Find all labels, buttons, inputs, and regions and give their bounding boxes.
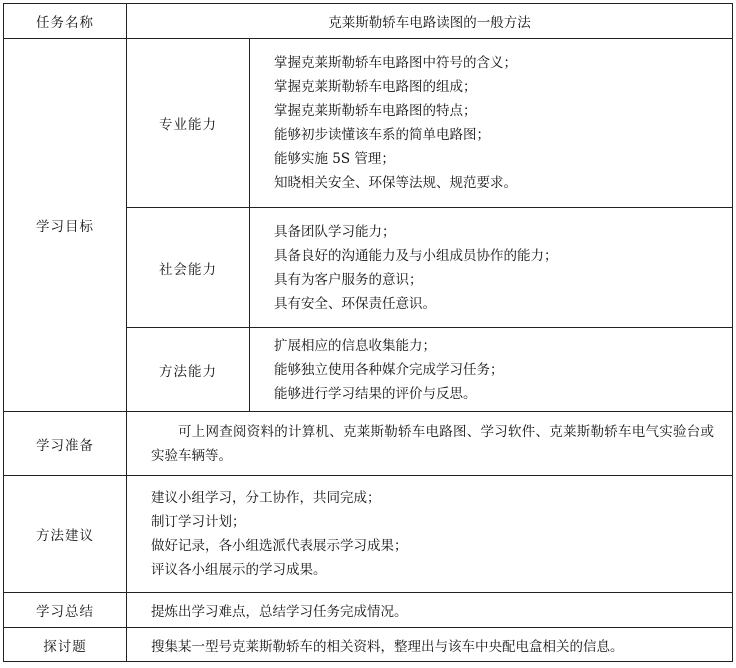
learning-task-table [3, 3, 733, 662]
list-item: 能够初步读懂该车系的简单电路图； [274, 127, 490, 143]
method-ability-list [250, 328, 733, 412]
list-item: 评议各小组展示的学习成果。 [151, 562, 327, 578]
discussion-text: 搜集某一型号克莱斯勒轿车的相关资料，整理出与该车中央配电盒相关的信息。 [127, 628, 733, 662]
task-name-value: 克莱斯勒轿车电路读图的一般方法 [127, 4, 733, 39]
task-name-row [4, 4, 733, 39]
summary-row [4, 593, 733, 628]
list-item: 知晓相关安全、环保等法规、规范要求。 [274, 175, 517, 191]
method-suggestion-label: 方法建议 [4, 476, 127, 593]
discussion-row [4, 628, 733, 662]
list-item: 能够独立使用各种媒介完成学习任务； [274, 361, 504, 378]
preparation-text: 可上网查阅资料的计算机、克莱斯勒轿车电路图、学习软件、克莱斯勒轿车电气实验台或实验车辆等。 [151, 423, 714, 464]
method-suggestion-row [4, 476, 733, 593]
social-ability-label: 社会能力 [127, 208, 250, 328]
summary-label: 学习总结 [4, 593, 127, 628]
method-suggestion-list [127, 476, 733, 593]
discussion-label: 探讨题 [4, 628, 127, 662]
list-item: 具有为客户服务的意识； [274, 271, 423, 288]
list-item: 具备良好的沟通能力及与小组成员协作的能力； [274, 247, 558, 264]
list-item: 能够实施 5S 管理； [274, 151, 395, 167]
list-item: 具有安全、环保责任意识。 [274, 295, 436, 312]
social-ability-list [250, 208, 733, 328]
list-item: 做好记录，各小组选派代表展示学习成果； [151, 538, 408, 554]
list-item: 掌握克莱斯勒轿车电路图的特点； [274, 103, 477, 119]
professional-ability-list [250, 39, 733, 208]
list-item: 掌握克莱斯勒轿车电路图中符号的含义； [274, 55, 517, 71]
summary-text: 提炼出学习难点，总结学习任务完成情况。 [127, 593, 733, 628]
learning-objectives-label: 学习目标 [4, 39, 127, 412]
list-item: 具备团队学习能力； [274, 223, 396, 240]
list-item: 掌握克莱斯勒轿车电路图的组成； [274, 79, 477, 95]
task-name-label: 任务名称 [4, 4, 127, 39]
professional-ability-label: 专业能力 [127, 39, 250, 208]
preparation-label: 学习准备 [4, 412, 127, 476]
list-item: 扩展相应的信息收集能力； [274, 337, 436, 354]
preparation-row [4, 412, 733, 476]
list-item: 能够进行学习结果的评价与反思。 [274, 385, 477, 402]
list-item: 建议小组学习，分工协作，共同完成； [151, 490, 381, 506]
list-item: 制订学习计划； [151, 514, 246, 530]
method-ability-label: 方法能力 [127, 328, 250, 412]
preparation-text-cell [127, 412, 733, 476]
professional-ability-row [4, 39, 733, 208]
